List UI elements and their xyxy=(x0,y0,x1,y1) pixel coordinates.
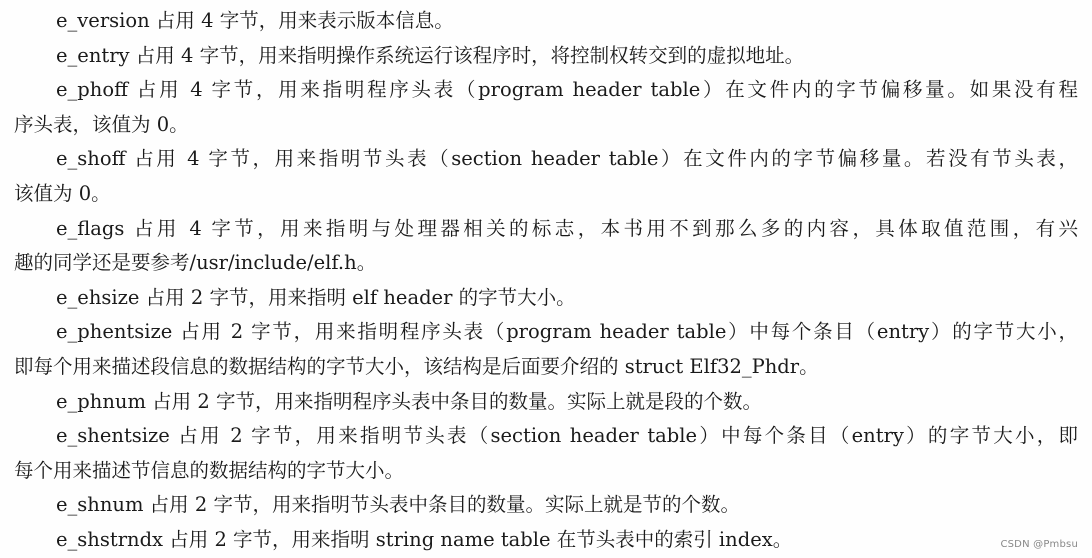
paragraph-e-phoff-line1: e_phoff 占用 4 字节，用来指明程序头表（program header table）在文件内的字节偏移量。如果没有程 xyxy=(56,78,1078,102)
paragraph-e-shentsize-line1: e_shentsize 占用 2 字节，用来指明节头表（section header table）中每个条目（entry）的字节大小，即 xyxy=(56,424,1078,448)
paragraph-e-phentsize-line1: e_phentsize 占用 2 字节，用来指明程序头表（program header table）中每个条目（entry）的字节大小， xyxy=(56,320,1078,344)
csdn-watermark: CSDN @Pmbsu xyxy=(1000,539,1078,550)
paragraph-e-phnum: e_phnum 占用 2 字节，用来指明程序头表中条目的数量。实际上就是段的个数。 xyxy=(56,389,762,413)
paragraph-e-shentsize-line2: 每个用来描述节信息的数据结构的字节大小。 xyxy=(14,458,405,482)
document-body xyxy=(14,4,1078,558)
paragraph-e-shnum: e_shnum 占用 2 字节，用来指明节头表中条目的数量。实际上就是节的个数。 xyxy=(56,493,740,517)
paragraph-e-shoff-line2: 该值为 0。 xyxy=(14,181,111,205)
paragraph-e-entry: e_entry 占用 4 字节，用来指明操作系统运行该程序时，将控制权转交到的虚拟地址。 xyxy=(56,43,805,67)
paragraph-e-flags-line2: 趣的同学还是要参考/usr/include/elf.h。 xyxy=(14,251,377,275)
paragraph-e-ehsize: e_ehsize 占用 2 字节，用来指明 elf header 的字节大小。 xyxy=(56,285,576,309)
paragraph-e-shoff-line1: e_shoff 占用 4 字节，用来指明节头表（section header table）在文件内的字节偏移量。若没有节头表， xyxy=(56,147,1078,171)
paragraph-e-version: e_version 占用 4 字节，用来表示版本信息。 xyxy=(56,9,454,32)
paragraph-e-flags-line1: e_flags 占用 4 字节，用来指明与处理器相关的标志，本书用不到那么多的内容，具体取值范围，有兴 xyxy=(56,216,1078,240)
paragraph-e-phentsize-line2: 即每个用来描述段信息的数据结构的字节大小，该结构是后面要介绍的 struct Elf32_Phdr。 xyxy=(14,354,819,378)
paragraph-e-shstrndx: e_shstrndx 占用 2 字节，用来指明 string name table 在节头表中的索引 index。 xyxy=(56,527,793,551)
paragraph-e-phoff-line2: 序头表，该值为 0。 xyxy=(14,112,189,136)
